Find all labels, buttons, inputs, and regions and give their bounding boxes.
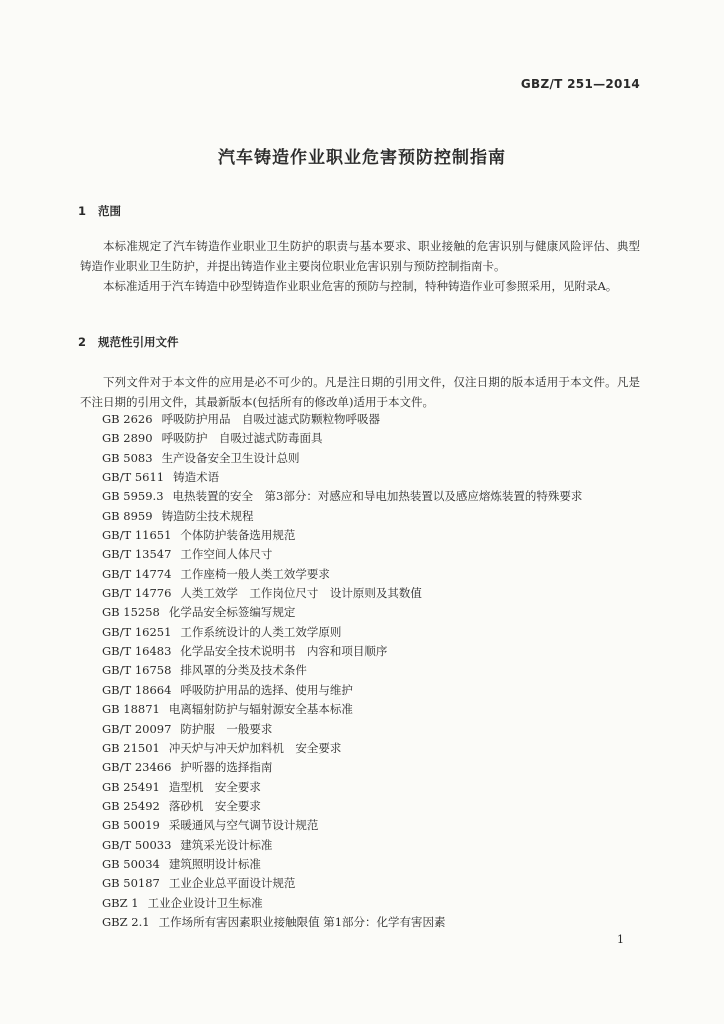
reference-title: 排风罩的分类及技术条件	[180, 663, 307, 678]
scope-paragraph-1: 本标准规定了汽车铸造作业职业卫生防护的职责与基本要求、职业接触的危害识别与健康风险评估、典型铸造作业职业卫生防护，并提出铸造作业主要岗位职业危害识别与预防控制指南卡。	[80, 239, 640, 273]
reference-title: 个体防护装备选用规范	[180, 528, 296, 543]
reference-item	[102, 410, 582, 429]
reference-item	[102, 449, 582, 468]
reference-code: GB/T 23466	[102, 760, 172, 775]
reference-title: 工作空间人体尺寸	[180, 547, 273, 562]
reference-code: GB/T 14776	[102, 586, 172, 601]
page-number: 1	[617, 933, 624, 946]
reference-item	[102, 700, 582, 719]
reference-title: 防护服 一般要求	[180, 721, 273, 736]
section-number: 2	[78, 335, 87, 349]
reference-item	[102, 816, 582, 835]
reference-code: GB/T 18664	[102, 682, 172, 697]
reference-title: 工业企业设计卫生标准	[147, 895, 263, 910]
reference-title: 建筑照明设计标准	[168, 856, 261, 871]
reference-code: GB 5083	[102, 450, 153, 465]
reference-title: 呼吸防护用品 自吸过滤式防颗粒物呼吸器	[161, 412, 381, 426]
reference-title: 建筑采光设计标准	[180, 837, 273, 852]
section-2-heading	[78, 334, 179, 350]
reference-item	[102, 797, 582, 816]
reference-item	[102, 720, 582, 739]
reference-code: GB/T 50033	[102, 837, 172, 852]
reference-item	[102, 855, 582, 874]
scope-paragraph-2: 本标准适用于汽车铸造中砂型铸造作业职业危害的预防与控制，特种铸造作业可参照采用，见附录A。	[103, 279, 618, 293]
reference-code: GB 50187	[102, 876, 160, 891]
reference-item	[102, 584, 582, 603]
section-1-heading	[78, 203, 121, 219]
reference-item	[102, 739, 582, 758]
reference-code: GB 2890	[102, 431, 153, 446]
reference-item	[102, 429, 582, 448]
standard-code: GBZ/T 251—2014	[520, 77, 640, 91]
reference-item	[102, 642, 582, 661]
reference-title: 化学品安全技术说明书 内容和项目顺序	[180, 644, 388, 659]
reference-code: GB/T 13547	[102, 547, 172, 562]
reference-code: GB/T 16758	[102, 663, 172, 678]
section-number: 1	[78, 204, 87, 218]
reference-item	[102, 894, 582, 913]
reference-title: 工作座椅一般人类工效学要求	[180, 566, 330, 581]
reference-code: GB/T 20097	[102, 721, 172, 736]
reference-code: GB/T 16483	[102, 644, 172, 659]
reference-code: GB 21501	[102, 740, 160, 755]
reference-title: 采暖通风与空气调节设计规范	[168, 818, 319, 833]
reference-code: GB/T 11651	[102, 528, 172, 543]
reference-code: GB 25491	[102, 779, 160, 794]
reference-title: 电离辐射防护与辐射源安全基本标准	[168, 702, 353, 717]
normative-references-list	[102, 410, 582, 932]
reference-item	[102, 836, 582, 855]
reference-item	[102, 661, 582, 680]
reference-code: GB 2626	[102, 412, 153, 426]
reference-title: 护听器的选择指南	[180, 760, 273, 775]
reference-title: 生产设备安全卫生设计总则	[161, 450, 300, 465]
reference-item	[102, 507, 582, 526]
reference-code: GB/T 16251	[102, 624, 172, 639]
reference-item	[102, 623, 582, 642]
reference-item	[102, 603, 582, 622]
reference-title: 铸造防尘技术规程	[161, 508, 254, 523]
section-title: 范围	[98, 204, 121, 218]
reference-title: 电热装置的安全 第3部分：对感应和导电加热装置以及感应熔炼装置的特殊要求	[172, 489, 583, 504]
reference-title: 落砂机 安全要求	[168, 798, 261, 813]
reference-title: 工业企业总平面设计规范	[168, 876, 296, 891]
reference-code: GBZ 2.1	[102, 914, 150, 929]
reference-code: GB/T 5611	[102, 470, 165, 485]
reference-code: GB 25492	[102, 798, 160, 813]
reference-item	[102, 913, 582, 932]
reference-title: 造型机 安全要求	[168, 779, 261, 794]
reference-code: GB 50034	[102, 856, 160, 871]
reference-code: GB 15258	[102, 605, 160, 620]
reference-code: GB 50019	[102, 818, 160, 833]
reference-item	[102, 681, 582, 700]
reference-item	[102, 468, 582, 487]
reference-item	[102, 758, 582, 777]
reference-item	[102, 565, 582, 584]
reference-code: GB 5959.3	[102, 489, 164, 504]
reference-code: GB 8959	[102, 508, 153, 523]
reference-title: 铸造术语	[173, 470, 220, 485]
references-intro-paragraph: 下列文件对于本文件的应用是必不可少的。凡是注日期的引用文件，仅注日期的版本适用于本文件。凡是不注日期的引用文件，其最新版本(包括所有的修改单)适用于本文件。	[80, 375, 640, 409]
reference-item	[102, 487, 582, 506]
reference-item	[102, 874, 582, 893]
reference-title: 人类工效学 工作岗位尺寸 设计原则及其数值	[180, 586, 422, 601]
reference-item	[102, 545, 582, 564]
section-title: 规范性引用文件	[98, 335, 179, 349]
reference-code: GB/T 14774	[102, 566, 172, 581]
reference-code: GB 18871	[102, 702, 160, 717]
reference-title: 工作系统设计的人类工效学原则	[180, 624, 342, 639]
reference-item	[102, 526, 582, 545]
reference-title: 工作场所有害因素职业接触限值 第1部分：化学有害因素	[158, 914, 446, 929]
reference-code: GBZ 1	[102, 895, 139, 910]
reference-title: 呼吸防护用品的选择、使用与维护	[180, 682, 353, 697]
reference-title: 呼吸防护 自吸过滤式防毒面具	[161, 431, 323, 446]
reference-title: 化学品安全标签编写规定	[168, 605, 296, 620]
reference-item	[102, 778, 582, 797]
document-title: 汽车铸造作业职业危害预防控制指南	[218, 148, 506, 168]
reference-title: 冲天炉与冲天炉加料机 安全要求	[168, 740, 342, 755]
